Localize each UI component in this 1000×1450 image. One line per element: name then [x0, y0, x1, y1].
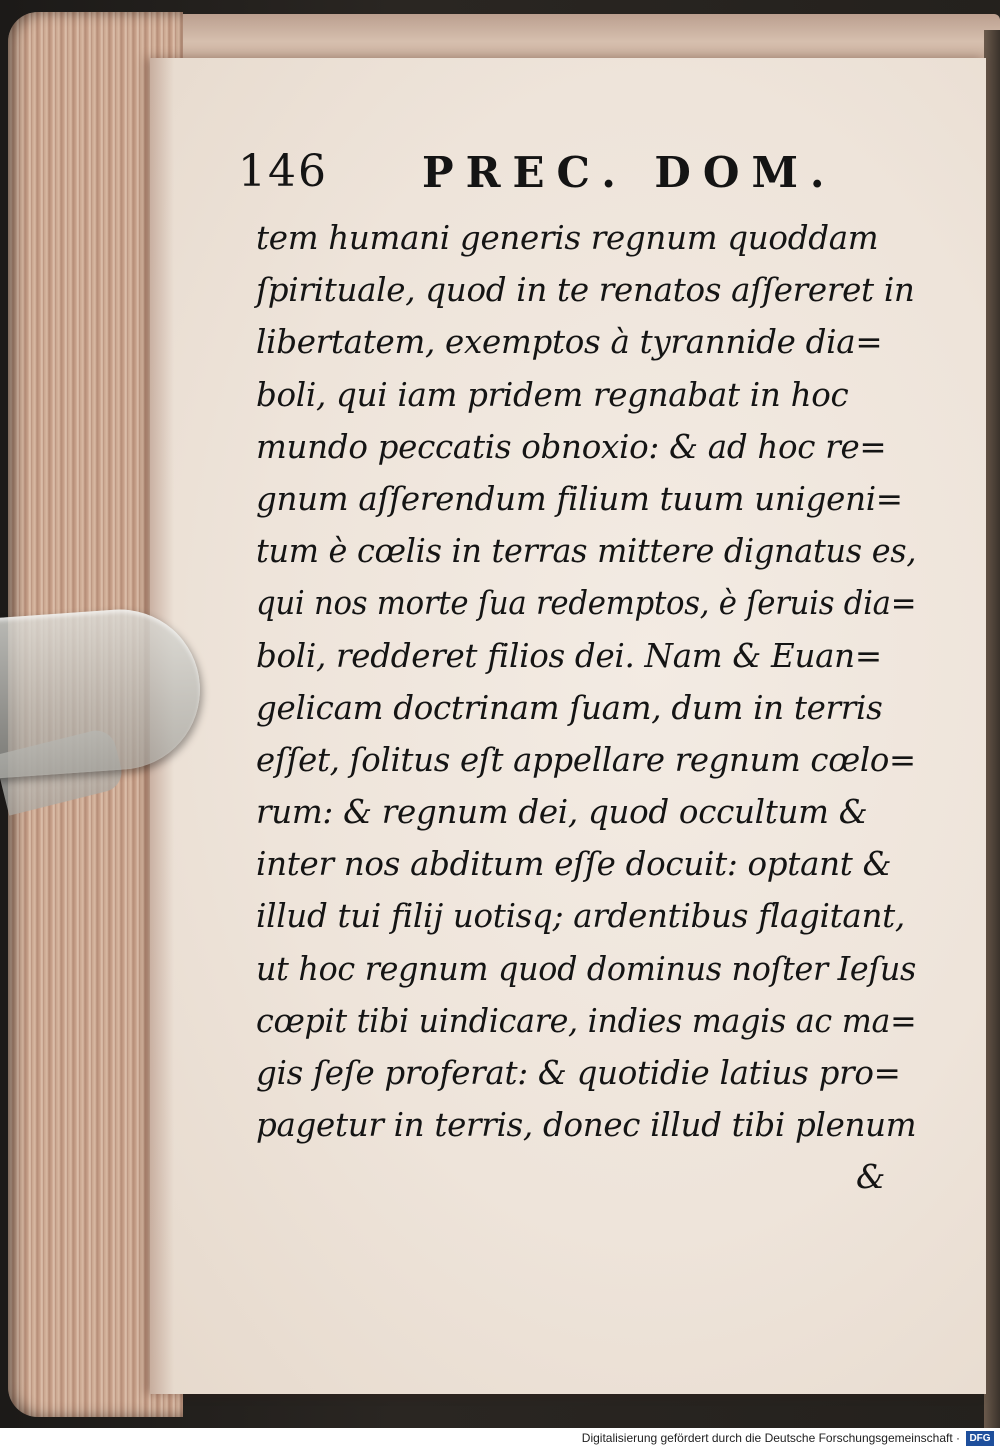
text-line: eſſet, ſolitus eſt appellare regnum cœlo= [256, 739, 916, 779]
catchword: & [856, 1157, 886, 1197]
text-line: mundo peccatis obnoxio: & ad hoc re= [256, 426, 887, 466]
text-line: boli, qui iam pridem regnabat in hoc [256, 374, 849, 414]
text-line: libertatem, exemptos à tyrannide dia= [256, 322, 883, 362]
dfg-logo: DFG [966, 1431, 994, 1446]
running-head: PREC. DOM. [422, 148, 837, 197]
page-number: 146 [238, 146, 328, 197]
funding-credit: Digitalisierung gefördert durch die Deutsche Forschungsgemeinschaft · [581, 1431, 960, 1445]
text-line: inter nos abditum eſſe docuit: optant & [256, 844, 892, 884]
footer-bar [0, 1428, 1000, 1450]
text-line: gnum aſſerendum filium tuum unigeni= [256, 478, 903, 518]
text-line: pagetur in terris, donec illud tibi plenum [256, 1105, 917, 1145]
text-line: illud tui filij uotisq; ardentibus flagitant, [256, 896, 905, 936]
text-line: gelicam doctrinam ſuam, dum in terris [256, 687, 883, 727]
text-line: rum: & regnum dei, quod occultum & [256, 792, 868, 832]
page-header [238, 142, 838, 202]
text-line: ſpirituale, quod in te renatos aſſereret in [256, 270, 915, 310]
text-line: tem humani generis regnum quoddam [256, 218, 879, 257]
text-line: tum è cœlis in terras mittere dignatus es, [256, 531, 917, 571]
text-line: qui nos morte ſua redemptos, è ſeruis dia= [256, 583, 917, 623]
text-line: cœpit tibi uindicare, indies magis ac ma= [256, 1000, 917, 1040]
book-right-edge [984, 30, 1000, 1428]
book-top-edge [40, 14, 1000, 64]
page-body-text [256, 212, 926, 1204]
text-line: ut hoc regnum quod dominus noſter Ieſus [256, 948, 917, 988]
text-line: gis ſeſe proferat: & quotidie latius pro= [256, 1053, 901, 1092]
text-line: boli, redderet filios dei. Nam & Euan= [256, 635, 882, 675]
